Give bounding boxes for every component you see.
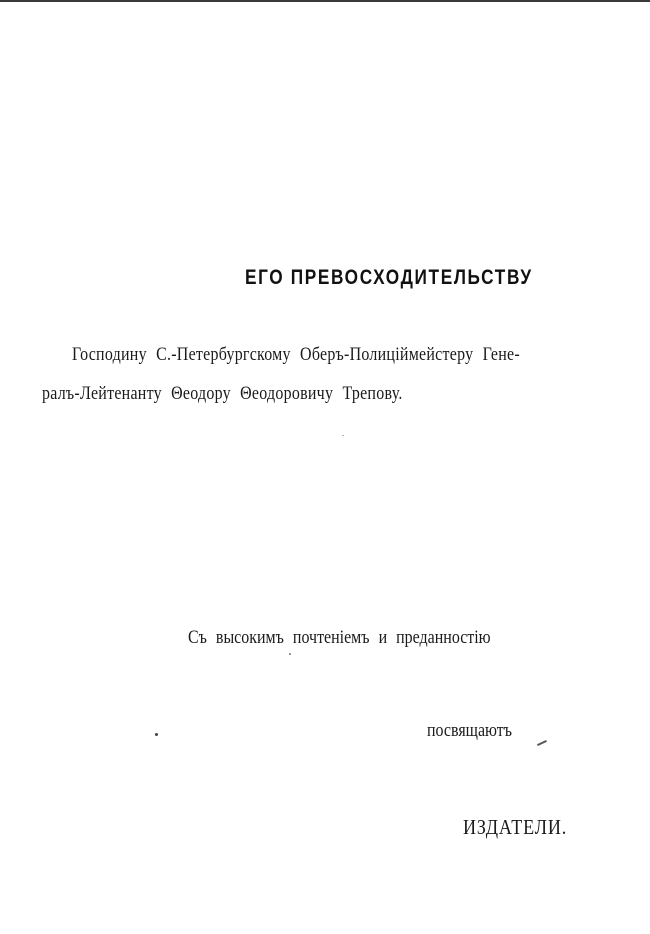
print-speck [289, 653, 291, 655]
dedication-heading: ЕГО ПРЕВОСХОДИТЕЛЬСТВУ [245, 266, 533, 289]
print-speck [155, 733, 158, 736]
publishers-signature: ИЗДАТЕЛИ. [463, 815, 568, 839]
dedication-text-line-1: Господину С.-Петербургскому Оберъ-Полицiймейстеру Гене- [72, 344, 520, 365]
top-border-line [0, 0, 650, 2]
dedication-text-line-2: ралъ-Лейтенанту Θеодору Θеодоровичу Трепову. [42, 383, 403, 404]
dedicate-verb: посвящаютъ [427, 720, 512, 741]
respect-phrase: Съ высокимъ почтенiемъ и преданностiю [188, 627, 491, 648]
print-speck [342, 435, 344, 436]
ink-stroke-mark [537, 740, 547, 746]
